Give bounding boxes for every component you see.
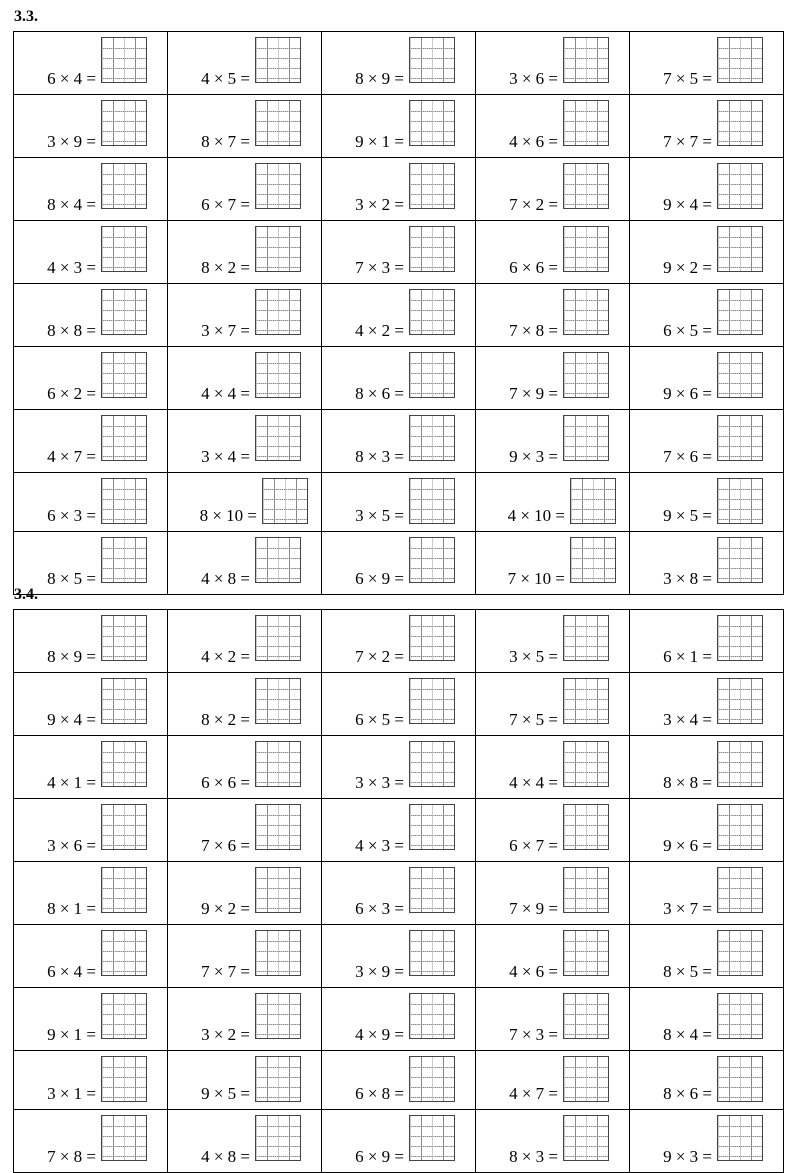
problem-expression: 6 × 6 =	[201, 772, 250, 792]
problem-cell	[630, 736, 784, 799]
table-row	[14, 95, 784, 158]
problem-cell	[476, 532, 630, 595]
problem-expression: 9 × 3 =	[663, 1146, 712, 1166]
problem-cell	[168, 95, 322, 158]
table-row	[14, 799, 784, 862]
answer-box[interactable]	[101, 226, 147, 272]
problem-expression: 9 × 2 =	[663, 257, 712, 277]
problem-cell	[168, 32, 322, 95]
problem-cell	[322, 95, 476, 158]
problem-cell	[322, 284, 476, 347]
problem-cell	[14, 347, 168, 410]
answer-box[interactable]	[717, 930, 763, 976]
answer-box[interactable]	[101, 804, 147, 850]
answer-box[interactable]	[255, 226, 301, 272]
answer-box[interactable]	[255, 993, 301, 1039]
problem-expression: 4 × 6 =	[509, 131, 558, 151]
problem-expression: 6 × 9 =	[355, 568, 404, 588]
answer-box[interactable]	[563, 615, 609, 661]
worksheet-table-3-4	[13, 609, 784, 1173]
problem-expression: 7 × 8 =	[509, 320, 558, 340]
table-row	[14, 610, 784, 673]
problem-expression: 7 × 10 =	[507, 568, 565, 588]
problem-expression: 9 × 1 =	[355, 131, 404, 151]
problem-expression: 7 × 2 =	[355, 646, 404, 666]
problem-expression: 8 × 5 =	[663, 961, 712, 981]
section-title-3-4: 3.4.	[14, 586, 38, 603]
answer-box[interactable]	[563, 741, 609, 787]
problem-cell	[322, 988, 476, 1051]
problem-cell	[168, 410, 322, 473]
problem-expression: 8 × 7 =	[201, 131, 250, 151]
problem-cell	[322, 673, 476, 736]
answer-box[interactable]	[101, 352, 147, 398]
answer-box[interactable]	[409, 478, 455, 524]
problem-cell	[630, 221, 784, 284]
problem-expression: 8 × 8 =	[47, 320, 96, 340]
table-row	[14, 347, 784, 410]
answer-box[interactable]	[563, 867, 609, 913]
problem-cell	[476, 673, 630, 736]
problem-expression: 9 × 1 =	[47, 1024, 96, 1044]
answer-box[interactable]	[101, 478, 147, 524]
problem-expression: 6 × 7 =	[201, 194, 250, 214]
problem-cell	[14, 610, 168, 673]
problem-cell	[14, 1110, 168, 1173]
table-row	[14, 673, 784, 736]
answer-box[interactable]	[255, 804, 301, 850]
problem-cell	[14, 862, 168, 925]
problem-expression: 8 × 6 =	[355, 383, 404, 403]
problem-cell	[476, 347, 630, 410]
problem-cell	[322, 736, 476, 799]
problem-cell	[14, 988, 168, 1051]
answer-box[interactable]	[101, 163, 147, 209]
answer-box[interactable]	[717, 226, 763, 272]
problem-cell	[630, 410, 784, 473]
answer-box[interactable]	[717, 37, 763, 83]
problem-cell	[322, 1051, 476, 1110]
answer-box[interactable]	[563, 100, 609, 146]
problem-expression: 3 × 5 =	[509, 646, 558, 666]
answer-box[interactable]	[101, 289, 147, 335]
answer-box[interactable]	[717, 804, 763, 850]
table-row	[14, 736, 784, 799]
problem-cell	[630, 925, 784, 988]
problem-expression: 3 × 9 =	[47, 131, 96, 151]
answer-box[interactable]	[563, 993, 609, 1039]
problem-expression: 6 × 4 =	[47, 68, 96, 88]
answer-box[interactable]	[101, 993, 147, 1039]
problem-cell	[630, 95, 784, 158]
problem-cell	[630, 347, 784, 410]
problem-cell	[476, 473, 630, 532]
problem-expression: 9 × 3 =	[509, 446, 558, 466]
answer-box[interactable]	[409, 415, 455, 461]
problem-cell	[322, 32, 476, 95]
problem-expression: 4 × 2 =	[201, 646, 250, 666]
table-row	[14, 473, 784, 532]
problem-expression: 3 × 4 =	[201, 446, 250, 466]
problem-expression: 9 × 5 =	[663, 505, 712, 525]
answer-box[interactable]	[563, 678, 609, 724]
answer-box[interactable]	[563, 289, 609, 335]
problem-cell	[322, 221, 476, 284]
problem-cell	[168, 736, 322, 799]
answer-box[interactable]	[255, 1056, 301, 1102]
problem-cell	[630, 1051, 784, 1110]
problem-expression: 4 × 10 =	[507, 505, 565, 525]
problem-cell	[168, 158, 322, 221]
problem-cell	[168, 799, 322, 862]
problem-cell	[322, 862, 476, 925]
problem-cell	[14, 221, 168, 284]
problem-expression: 7 × 5 =	[663, 68, 712, 88]
problem-expression: 4 × 7 =	[509, 1083, 558, 1103]
problem-expression: 7 × 7 =	[663, 131, 712, 151]
answer-box[interactable]	[563, 163, 609, 209]
problem-expression: 8 × 1 =	[47, 898, 96, 918]
answer-box[interactable]	[101, 1056, 147, 1102]
problem-cell	[168, 284, 322, 347]
problem-cell	[14, 410, 168, 473]
problem-expression: 6 × 1 =	[663, 646, 712, 666]
problem-expression: 8 × 8 =	[663, 772, 712, 792]
problem-expression: 7 × 3 =	[509, 1024, 558, 1044]
problem-expression: 6 × 9 =	[355, 1146, 404, 1166]
table-row	[14, 862, 784, 925]
table-row	[14, 532, 784, 595]
problem-cell	[630, 532, 784, 595]
problem-cell	[476, 410, 630, 473]
problem-cell	[168, 610, 322, 673]
problem-expression: 3 × 7 =	[663, 898, 712, 918]
answer-box[interactable]	[255, 867, 301, 913]
problem-expression: 3 × 6 =	[509, 68, 558, 88]
table-row	[14, 284, 784, 347]
problem-expression: 8 × 2 =	[201, 709, 250, 729]
problem-expression: 3 × 6 =	[47, 835, 96, 855]
answer-box[interactable]	[717, 1115, 763, 1161]
problem-cell	[168, 473, 322, 532]
problem-expression: 9 × 4 =	[47, 709, 96, 729]
table-row	[14, 158, 784, 221]
problem-expression: 8 × 4 =	[663, 1024, 712, 1044]
problem-expression: 4 × 2 =	[355, 320, 404, 340]
problem-cell	[476, 221, 630, 284]
problem-cell	[322, 532, 476, 595]
answer-box[interactable]	[262, 478, 308, 524]
answer-box[interactable]	[409, 678, 455, 724]
answer-box[interactable]	[255, 615, 301, 661]
answer-box[interactable]	[409, 1056, 455, 1102]
problem-cell	[14, 673, 168, 736]
answer-box[interactable]	[409, 100, 455, 146]
problem-cell	[476, 925, 630, 988]
problem-expression: 7 × 9 =	[509, 898, 558, 918]
problem-cell	[322, 410, 476, 473]
problem-cell	[630, 988, 784, 1051]
answer-box[interactable]	[717, 615, 763, 661]
answer-box[interactable]	[409, 867, 455, 913]
problem-expression: 3 × 2 =	[201, 1024, 250, 1044]
answer-box[interactable]	[409, 37, 455, 83]
problem-expression: 7 × 5 =	[509, 709, 558, 729]
problem-cell	[14, 32, 168, 95]
problem-cell	[168, 925, 322, 988]
answer-box[interactable]	[570, 537, 616, 583]
answer-box[interactable]	[101, 1115, 147, 1161]
answer-box[interactable]	[563, 1115, 609, 1161]
problem-cell	[168, 988, 322, 1051]
answer-box[interactable]	[570, 478, 616, 524]
answer-box[interactable]	[717, 163, 763, 209]
problem-expression: 9 × 5 =	[201, 1083, 250, 1103]
answer-box[interactable]	[255, 1115, 301, 1161]
problem-expression: 6 × 7 =	[509, 835, 558, 855]
problem-expression: 3 × 8 =	[663, 568, 712, 588]
problem-cell	[322, 158, 476, 221]
problem-cell	[14, 158, 168, 221]
answer-box[interactable]	[409, 615, 455, 661]
problem-cell	[476, 32, 630, 95]
answer-box[interactable]	[101, 537, 147, 583]
answer-box[interactable]	[101, 100, 147, 146]
problem-cell	[14, 799, 168, 862]
answer-box[interactable]	[101, 930, 147, 976]
problem-expression: 7 × 3 =	[355, 257, 404, 277]
problem-cell	[322, 799, 476, 862]
answer-box[interactable]	[717, 993, 763, 1039]
answer-box[interactable]	[409, 352, 455, 398]
problem-cell	[476, 988, 630, 1051]
answer-box[interactable]	[563, 37, 609, 83]
answer-box[interactable]	[409, 289, 455, 335]
answer-box[interactable]	[409, 741, 455, 787]
problem-expression: 8 × 4 =	[47, 194, 96, 214]
table-row	[14, 925, 784, 988]
problem-cell	[14, 284, 168, 347]
problem-cell	[322, 610, 476, 673]
problem-expression: 6 × 8 =	[355, 1083, 404, 1103]
problem-cell	[168, 347, 322, 410]
problem-expression: 4 × 5 =	[201, 68, 250, 88]
problem-expression: 9 × 6 =	[663, 383, 712, 403]
problem-cell	[322, 925, 476, 988]
problem-expression: 8 × 6 =	[663, 1083, 712, 1103]
answer-box[interactable]	[409, 930, 455, 976]
problem-expression: 6 × 3 =	[355, 898, 404, 918]
answer-box[interactable]	[717, 478, 763, 524]
answer-box[interactable]	[563, 226, 609, 272]
problem-cell	[630, 32, 784, 95]
problem-cell	[168, 532, 322, 595]
problem-expression: 9 × 2 =	[201, 898, 250, 918]
problem-cell	[322, 473, 476, 532]
answer-box[interactable]	[563, 930, 609, 976]
problem-expression: 4 × 4 =	[509, 772, 558, 792]
answer-box[interactable]	[717, 352, 763, 398]
problem-cell	[14, 1051, 168, 1110]
answer-box[interactable]	[255, 352, 301, 398]
problem-cell	[630, 862, 784, 925]
problem-expression: 8 × 5 =	[47, 568, 96, 588]
problem-expression: 4 × 3 =	[47, 257, 96, 277]
problem-expression: 7 × 8 =	[47, 1146, 96, 1166]
problem-cell	[476, 1110, 630, 1173]
table-row	[14, 32, 784, 95]
problem-expression: 6 × 3 =	[47, 505, 96, 525]
answer-box[interactable]	[409, 537, 455, 583]
problem-expression: 3 × 2 =	[355, 194, 404, 214]
answer-box[interactable]	[255, 678, 301, 724]
problem-cell	[630, 610, 784, 673]
problem-expression: 7 × 6 =	[201, 835, 250, 855]
problem-cell	[14, 473, 168, 532]
answer-box[interactable]	[563, 804, 609, 850]
problem-expression: 4 × 4 =	[201, 383, 250, 403]
table-row	[14, 410, 784, 473]
problem-cell	[476, 799, 630, 862]
answer-box[interactable]	[255, 537, 301, 583]
problem-cell	[14, 925, 168, 988]
problem-expression: 4 × 8 =	[201, 1146, 250, 1166]
problem-expression: 8 × 3 =	[509, 1146, 558, 1166]
problem-cell	[630, 158, 784, 221]
problem-cell	[630, 673, 784, 736]
answer-box[interactable]	[101, 615, 147, 661]
problem-cell	[476, 284, 630, 347]
answer-box[interactable]	[717, 537, 763, 583]
problem-expression: 9 × 4 =	[663, 194, 712, 214]
problem-cell	[14, 736, 168, 799]
table-row	[14, 1051, 784, 1110]
problem-expression: 6 × 5 =	[663, 320, 712, 340]
problem-cell	[322, 347, 476, 410]
problem-expression: 4 × 8 =	[201, 568, 250, 588]
answer-box[interactable]	[255, 163, 301, 209]
problem-expression: 4 × 9 =	[355, 1024, 404, 1044]
problem-expression: 4 × 6 =	[509, 961, 558, 981]
answer-box[interactable]	[409, 1115, 455, 1161]
answer-box[interactable]	[717, 289, 763, 335]
problem-expression: 3 × 1 =	[47, 1083, 96, 1103]
answer-box[interactable]	[563, 1056, 609, 1102]
answer-box[interactable]	[717, 1056, 763, 1102]
problem-cell	[476, 610, 630, 673]
problem-cell	[14, 95, 168, 158]
problem-cell	[168, 862, 322, 925]
problem-cell	[630, 1110, 784, 1173]
problem-expression: 7 × 7 =	[201, 961, 250, 981]
problem-cell	[168, 1051, 322, 1110]
problem-expression: 3 × 3 =	[355, 772, 404, 792]
problem-expression: 9 × 6 =	[663, 835, 712, 855]
problem-cell	[322, 1110, 476, 1173]
problem-cell	[630, 284, 784, 347]
answer-box[interactable]	[255, 415, 301, 461]
answer-box[interactable]	[255, 289, 301, 335]
problem-expression: 8 × 3 =	[355, 446, 404, 466]
problem-cell	[476, 736, 630, 799]
problem-expression: 6 × 2 =	[47, 383, 96, 403]
problem-expression: 7 × 2 =	[509, 194, 558, 214]
answer-box[interactable]	[101, 678, 147, 724]
answer-box[interactable]	[255, 930, 301, 976]
table-row	[14, 221, 784, 284]
problem-expression: 4 × 1 =	[47, 772, 96, 792]
problem-expression: 3 × 7 =	[201, 320, 250, 340]
section-title-3-3: 3.3.	[14, 8, 38, 25]
problem-expression: 8 × 2 =	[201, 257, 250, 277]
problem-cell	[630, 799, 784, 862]
answer-box[interactable]	[101, 37, 147, 83]
problem-cell	[168, 221, 322, 284]
problem-cell	[168, 1110, 322, 1173]
problem-expression: 8 × 9 =	[47, 646, 96, 666]
answer-box[interactable]	[717, 678, 763, 724]
problem-cell	[476, 862, 630, 925]
answer-box[interactable]	[255, 741, 301, 787]
problem-expression: 4 × 7 =	[47, 446, 96, 466]
answer-box[interactable]	[717, 867, 763, 913]
answer-box[interactable]	[717, 100, 763, 146]
problem-cell	[476, 1051, 630, 1110]
problem-expression: 8 × 10 =	[199, 505, 257, 525]
problem-expression: 6 × 6 =	[509, 257, 558, 277]
problem-expression: 6 × 4 =	[47, 961, 96, 981]
problem-expression: 3 × 5 =	[355, 505, 404, 525]
table-row	[14, 988, 784, 1051]
answer-box[interactable]	[409, 163, 455, 209]
problem-cell	[476, 95, 630, 158]
answer-box[interactable]	[563, 352, 609, 398]
answer-box[interactable]	[717, 415, 763, 461]
worksheet-table-3-3	[13, 31, 784, 595]
problem-expression: 6 × 5 =	[355, 709, 404, 729]
problem-expression: 7 × 6 =	[663, 446, 712, 466]
answer-box[interactable]	[101, 867, 147, 913]
answer-box[interactable]	[101, 415, 147, 461]
answer-box[interactable]	[255, 100, 301, 146]
problem-cell	[630, 473, 784, 532]
answer-box[interactable]	[255, 37, 301, 83]
answer-box[interactable]	[409, 226, 455, 272]
problem-expression: 7 × 9 =	[509, 383, 558, 403]
problem-cell	[168, 673, 322, 736]
problem-cell	[476, 158, 630, 221]
answer-box[interactable]	[101, 741, 147, 787]
answer-box[interactable]	[717, 741, 763, 787]
problem-expression: 8 × 9 =	[355, 68, 404, 88]
problem-expression: 4 × 3 =	[355, 835, 404, 855]
answer-box[interactable]	[409, 804, 455, 850]
answer-box[interactable]	[563, 415, 609, 461]
problem-expression: 3 × 9 =	[355, 961, 404, 981]
answer-box[interactable]	[409, 993, 455, 1039]
table-row	[14, 1110, 784, 1173]
problem-expression: 3 × 4 =	[663, 709, 712, 729]
